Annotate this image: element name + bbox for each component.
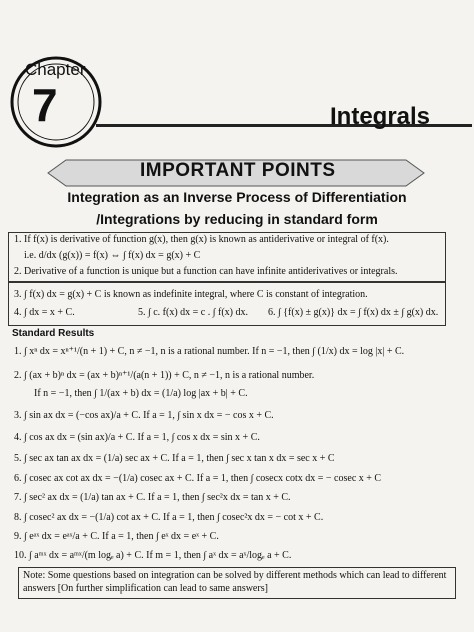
point-3: 3. ∫ f(x) dx = g(x) + C is known as indefinite integral, where C is constant of integration.	[14, 289, 368, 300]
result-7: 7. ∫ sec² ax dx = (1/a) tan ax + C. If a = 1, then ∫ sec²x dx = tan x + C.	[14, 492, 291, 503]
point-2: 2. Derivative of a function is unique but a function can have infinite antiderivatives or integrals.	[14, 266, 398, 277]
section-heading: Integration as an Inverse Process of Differentiation	[67, 189, 407, 205]
result-6: 6. ∫ cosec ax cot ax dx = −(1/a) cosec ax + C. If a = 1, then ∫ cosecx cotx dx = − cosec x + C	[14, 473, 382, 484]
section-subheading: /Integrations by reducing in standard form	[96, 211, 378, 227]
chapter-title: Integrals	[330, 103, 431, 130]
result-4: 4. ∫ cos ax dx = (sin ax)/a + C. If a = 1, ∫ cos x dx = sin x + C.	[14, 432, 260, 443]
banner-title: IMPORTANT POINTS	[140, 160, 336, 181]
point-6: 6. ∫ {f(x) ± g(x)} dx = ∫ f(x) dx ± ∫ g(x) dx.	[268, 307, 439, 318]
result-3: 3. ∫ sin ax dx = (−cos ax)/a + C. If a = 1, ∫ sin x dx = − cos x + C.	[14, 410, 274, 421]
result-2: 2. ∫ (ax + b)ⁿ dx = (ax + b)ⁿ⁺¹/(a(n + 1)) + C, n ≠ −1, n is a rational number.	[14, 370, 315, 381]
result-9: 9. ∫ eᵃˣ dx = eᵃˣ/a + C. If a = 1, then ∫ eˣ dx = eˣ + C.	[14, 531, 219, 542]
chapter-label: Chapter	[25, 60, 86, 79]
result-10: 10. ∫ aᵐˣ dx = aᵐˣ/(m logₑ a) + C. If m = 1, then ∫ aˣ dx = aˣ/logₑ a + C.	[14, 550, 292, 561]
chapter-number: 7	[32, 79, 58, 131]
result-2-case: If n = −1, then ∫ 1/(ax + b) dx = (1/a) log |ax + b| + C.	[34, 388, 248, 399]
result-1: 1. ∫ xⁿ dx = xⁿ⁺¹/(n + 1) + C, n ≠ −1, n is a rational number. If n = −1, then ∫ (1/x) dx = log |x| + C.	[14, 346, 405, 357]
point-5: 5. ∫ c. f(x) dx = c . ∫ f(x) dx.	[138, 307, 248, 318]
result-8: 8. ∫ cosec² ax dx = −(1/a) cot ax + C. If a = 1, then ∫ cosec²x dx = − cot x + C.	[14, 512, 324, 523]
point-1: 1. If f(x) is derivative of function g(x), then g(x) is known as antiderivative or integral of f(x).	[14, 234, 389, 245]
point-1-equivalence: i.e. d/dx (g(x)) = f(x) ⇔ ∫ f(x) dx = g(x) + C	[24, 250, 201, 261]
point-4: 4. ∫ dx = x + C.	[14, 307, 75, 318]
standard-results-label: Standard Results	[12, 328, 95, 339]
result-5: 5. ∫ sec ax tan ax dx = (1/a) sec ax + C. If a = 1, then ∫ sec x tan x dx = sec x + C	[14, 453, 335, 464]
note-box: Note: Some questions based on integration can be solved by different methods which can lead to different answers [On further simplification can lead to same answers]	[18, 567, 456, 599]
